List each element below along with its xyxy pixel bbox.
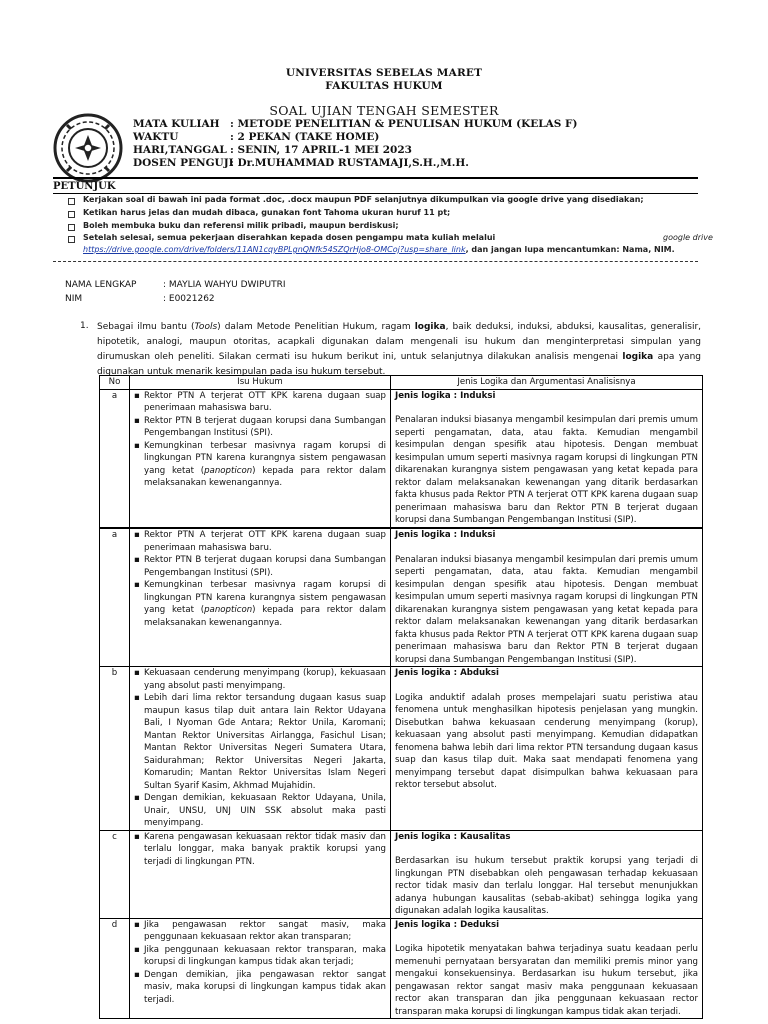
table-row: [100, 918, 703, 1019]
argument-cell: [391, 389, 703, 527]
table-header-cell: No: [100, 376, 130, 390]
row-number: c: [100, 830, 130, 918]
issue-item: ▪ Karena pengawasan kekuasaan rektor tidak masiv dan terlalu longgar, maka banyak praktik korupsi yang terjadi di lingkungan PTN.: [134, 831, 386, 869]
meta-date: HARI,TANGGAL : SENIN, 17 APRIL-1 MEI 2023: [133, 144, 412, 156]
header-divider: [53, 177, 698, 179]
issue-cell: [130, 918, 391, 1019]
logic-type: Jenis logika : Induksi: [395, 390, 496, 401]
row-number: a: [100, 389, 130, 527]
issue-item: ▪ Dengan demikian, kekuasaan Rektor Udayana, Unila, Unair, UNSU, UNJ UIN SSK absolut maka pasti menyimpang.: [134, 792, 386, 830]
student-name-row: NAMA LENGKAP : MAYLIA WAHYU DWIPUTRI: [65, 280, 286, 290]
instruction-item: Setelah selesai, semua pekerjaan diserahkan kepada dosen pengampu mata kuliah melalui: [83, 233, 496, 242]
university-logo-icon: [53, 113, 123, 183]
bullet-icon: [68, 211, 75, 218]
argument-text: Logika hipotetik menyatakan bahwa terjadinya suatu keadaan perlu memenuhi pernyataan bersyaratan dan memiliki premis minor yang mengakui konsekuensinya. Berdasarkan isu hukum tersebut, jika pengawasan rektor sangat masiv maka penggunaan kekuasaan rector akan transparan dan jika penggunaan kekuasaan rector transparan maka korupsi di lingkungan kampus tidak akan terjadi.: [395, 944, 698, 1017]
issue-cell: [130, 389, 391, 527]
table-header-cell: Isu Hukum: [130, 376, 391, 390]
issue-item: ▪ Jika pengawasan rektor sangat masiv, maka penggunaan kekuasaan rektor akan transparan;: [134, 919, 386, 944]
table-row: [100, 830, 703, 918]
argument-text: Logika anduktif adalah proses mempelajari suatu peristiwa atau fenomena untuk menghasilkan hipotesis penjelasan yang mungkin. Disebutkan bahwa kekuasaan cenderung menyimpang (korup), kekuasaan yang absolut pasti menyimpang. Kemudian didapatkan fenomena bahwa lebih dari lima rektor PTN tersandung dugaan kasus suap dan kasus tilap duit. Maka saat mendapati fenomena yang menyimpang tersebut dapat disimpulkan bahwa kekuasaan para rektor tersebut absolut.: [395, 692, 698, 790]
google-drive-text: google drive: [663, 233, 713, 242]
issue-cell: [130, 667, 391, 831]
issue-table: [99, 375, 703, 528]
issue-item: ▪ Kemungkinan terbesar masivnya ragam korupsi di lingkungan PTN karena kurangnya sistem pengawasan yang ketat (panopticon) kepada para rektor dalam melaksanakan kewenangannya.: [134, 579, 386, 629]
instructions-title: PETUNJUK: [53, 181, 116, 192]
row-number: a: [100, 529, 130, 667]
logic-type: Jenis logika : Deduksi: [395, 919, 500, 930]
table-header-cell: Jenis Logika dan Argumentasi Analisisnya: [391, 376, 703, 390]
issue-item: ▪ Rektor PTN B terjerat dugaan korupsi dana Sumbangan Pengembangan Institusi (SPI).: [134, 554, 386, 579]
issue-cell: [130, 529, 391, 667]
logic-type: Jenis logika : Kausalitas: [395, 831, 511, 842]
argument-cell: [391, 918, 703, 1019]
argument-text: Berdasarkan isu hukum tersebut praktik korupsi yang terjadi di lingkungan PTN disebabkan oleh pengawasan terhadap kekuasaan rector tidak masiv dan terlalu longgar. Hal tersebut menunjukkan adanya hubungan kausalitas (sebab-akibat) sehingga logika yang digunakan adalah logika kausalitas.: [395, 856, 698, 916]
meta-course: MATA KULIAH : METODE PENELITIAN & PENULISAN HUKUM (KELAS F): [133, 118, 578, 130]
argument-text: Penalaran induksi biasanya mengambil kesimpulan dari premis umum seperti pengamatan, data, atau fakta. Kemudian mengambil kesimpulan dengan spesifik atau hipotesis. Dengan membuat kesimpulan umum seperti masivnya ragam korupsi di lingkungan PTN dikarenakan kurangnya sistem pengawasan yang ketat kepada para rektor dalam melaksanakan kewenangan yang ditarik berdasarkan fakta khusus pada Rektor PTN A terjerat OTT KPK karena dugaan suap penerimaan mahasiswa baru dan Rektor PTN B terjerat dugaan korupsi dana Sumbangan Pengembangan Institusi (SIP).: [395, 554, 698, 665]
argument-text: Penalaran induksi biasanya mengambil kesimpulan dari premis umum seperti pengamatan, data, atau fakta. Kemudian mengambil kesimpulan dengan spesifik atau hipotesis. Dengan membuat kesimpulan umum seperti masivnya ragam korupsi di lingkungan PTN dikarenakan kurangnya sistem pengawasan yang ketat kepada para rektor dalam melaksanakan kewenangan yang ditarik berdasarkan fakta khusus pada Rektor PTN A terjerat OTT KPK karena dugaan suap penerimaan mahasiswa baru dan Rektor PTN B terjerat dugaan korupsi dana Sumbangan Pengembangan Institusi (SIP).: [395, 415, 698, 525]
question-number: 1.: [80, 321, 89, 331]
drive-link[interactable]: https://drive.google.com/drive/folders/11AN1cqyBPLgnQNfk54SZQrHjo8-OMCoj?usp=share_link: [83, 245, 466, 254]
issue-item: ▪ Lebih dari lima rektor tersandung dugaan kasus suap maupun kasus tilap duit antara lain Rektor Udayana Bali, I Nyoman Gde Antara; Rektor Unila, Karomani; Mantan Rektor Universitas Airlangga, Fasichul Lisan; Mantan Rektor Universitas Negeri Sumatera Utara, Saidurahman; Rektor Universitas Negeri Jakarta, Komarudin; Mantan Rektor Universitas Islam Negeri Sultan Syarif Kasim, Akhmad Mujahidin.: [134, 692, 386, 792]
issue-table-continued: [99, 528, 703, 1019]
instructions-divider: [53, 193, 698, 194]
instruction-item: Kerjakan soal di bawah ini pada format .doc, .docx maupun PDF selanjutnya dikumpulkan via google drive yang disediakan;: [83, 195, 644, 204]
issue-item: ▪ Rektor PTN A terjerat OTT KPK karena dugaan suap penerimaan mahasiswa baru.: [134, 390, 386, 415]
bullet-icon: [68, 236, 75, 243]
bullet-icon: [68, 224, 75, 231]
table-header-row: [100, 376, 703, 390]
table-row: [100, 667, 703, 831]
table-row: [100, 389, 703, 527]
instruction-item: Ketikan harus jelas dan mudah dibaca, gunakan font Tahoma ukuran huruf 11 pt;: [83, 208, 451, 217]
issue-item: ▪ Rektor PTN A terjerat OTT KPK karena dugaan suap penerimaan mahasiswa baru.: [134, 529, 386, 554]
argument-cell: [391, 830, 703, 918]
meta-time: WAKTU : 2 PEKAN (TAKE HOME): [133, 131, 380, 143]
row-number: d: [100, 918, 130, 1019]
drive-link-line: https://drive.google.com/drive/folders/11AN1cqyBPLgnQNfk54SZQrHjo8-OMCoj?usp=share_link, dan jangan lupa mencantumkan: Nama, NIM.: [83, 245, 675, 254]
logic-type: Jenis logika : Induksi: [395, 530, 496, 540]
issue-item: ▪ Kekuasaan cenderung menyimpang (korup), kekuasaan yang absolut pasti menyimpang.: [134, 667, 386, 692]
bullet-icon: [68, 198, 75, 205]
faculty-name: FAKULTAS HUKUM: [325, 80, 443, 92]
section-divider: [53, 261, 698, 262]
logic-type: Jenis logika : Abduksi: [395, 668, 499, 678]
argument-cell: [391, 667, 703, 831]
student-nim-row: NIM : E0021262: [65, 294, 215, 304]
table-page-1: [99, 375, 704, 525]
issue-item: ▪ Kemungkinan terbesar masivnya ragam korupsi di lingkungan PTN karena kurangnya sistem pengawasan yang ketat (panopticon) kepada para rektor dalam melaksanakan kewenangannya.: [134, 440, 386, 490]
meta-lecturer: DOSEN PENGUJI: Dr.MUHAMMAD RUSTAMAJI,S.H.,M.H.: [133, 157, 469, 169]
table-row: [100, 529, 703, 667]
instruction-item: Boleh membuka buku dan referensi milik pribadi, maupun berdiskusi;: [83, 221, 399, 230]
issue-cell: [130, 830, 391, 918]
table-page-2: [99, 530, 704, 1024]
issue-item: ▪ Jika penggunaan kekuasaan rektor transparan, maka korupsi di lingkungan kampus tidak akan terjadi;: [134, 944, 386, 969]
university-name: UNIVERSITAS SEBELAS MARET: [285, 67, 483, 79]
issue-item: ▪ Dengan demikian, jika pengawasan rektor sangat masiv, maka korupsi di lingkungan kampus tidak akan terjadi.: [134, 969, 386, 1007]
question-text: Sebagai ilmu bantu (Tools) dalam Metode Penelitian Hukum, ragam logika, baik deduksi, induksi, abduksi, kausalitas, generalisir, hipotetik, analogi, maupun otoritas, acapkali digunakan dalam mengenali isu hukum dan menginterpretasi simpulan yang dirumuskan oleh peneliti. Silakan cermati isu hukum berikut ini, untuk selanjutnya dilakukan analisis mengenai logika apa yang digunakan untuk menarik kesimpulan pada isu hukum tersebut.: [97, 322, 702, 377]
exam-title: SOAL UJIAN TENGAH SEMESTER: [269, 103, 499, 118]
issue-item: ▪ Rektor PTN B terjerat dugaan korupsi dana Sumbangan Pengembangan Institusi (SPI).: [134, 415, 386, 440]
argument-cell: [391, 529, 703, 667]
row-number: b: [100, 667, 130, 831]
